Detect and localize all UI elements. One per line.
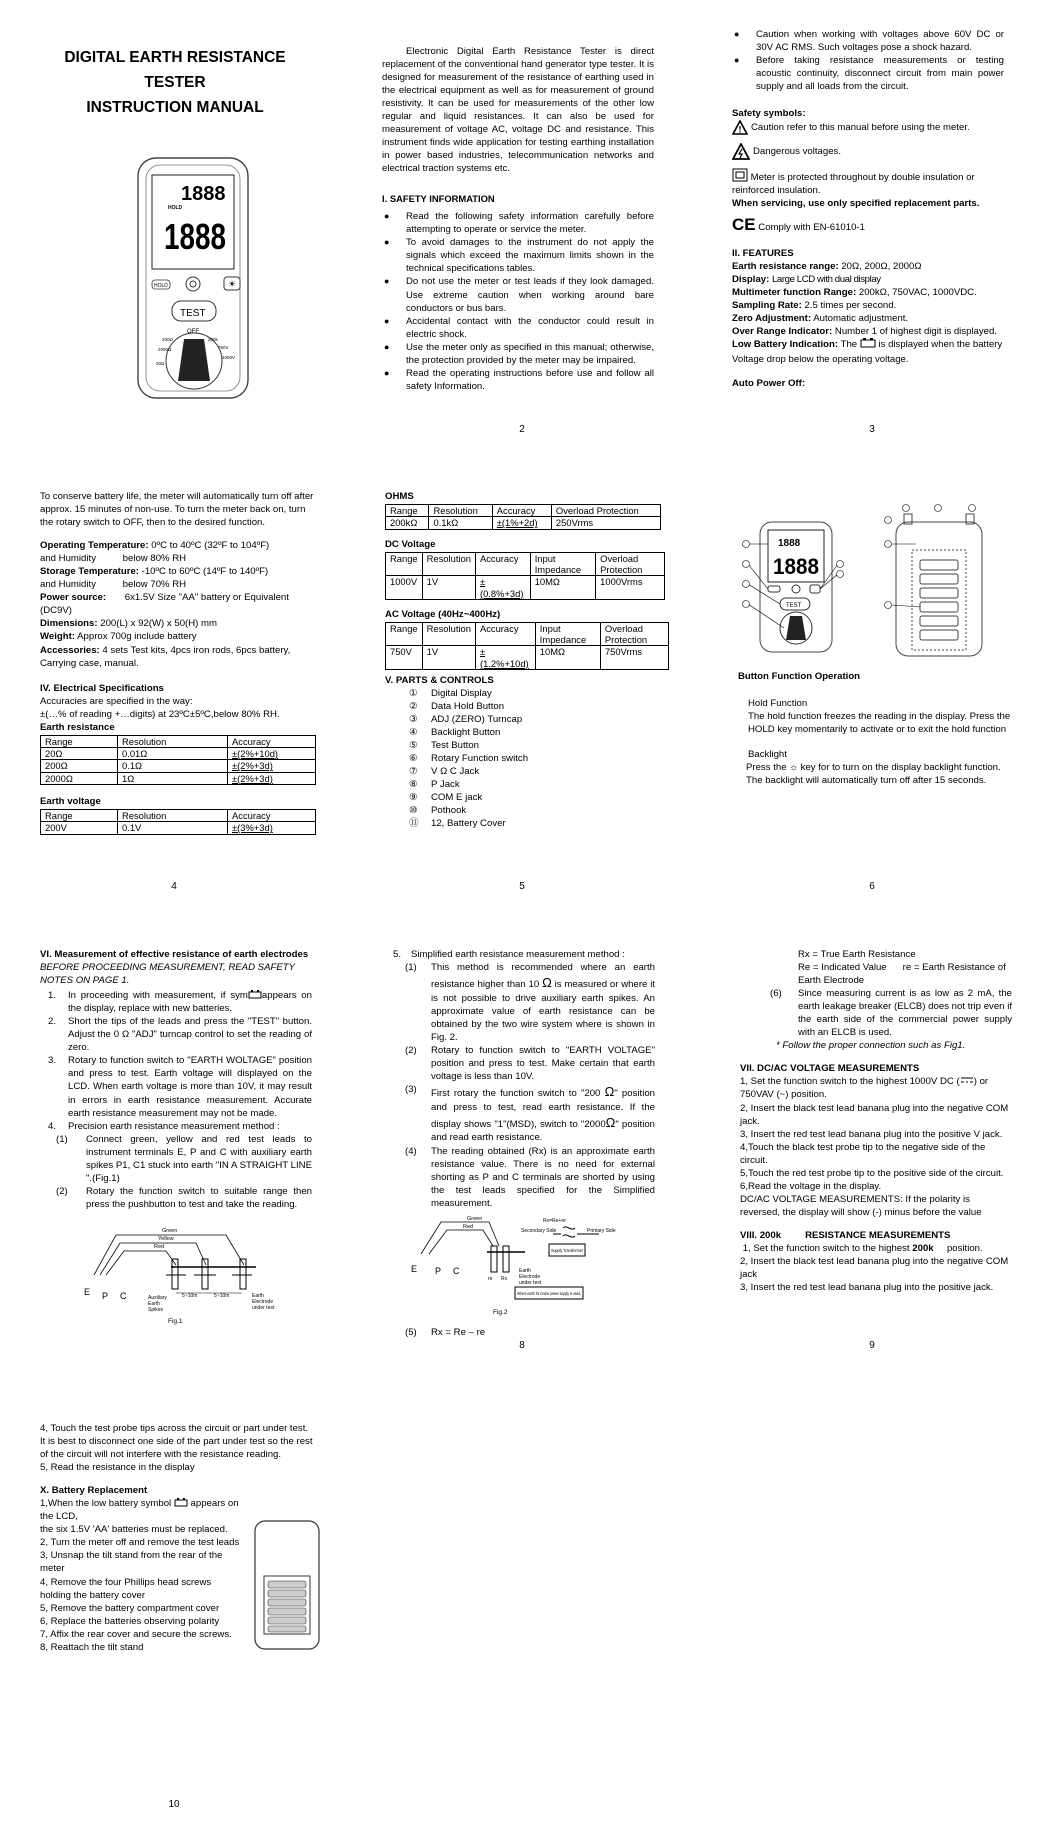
voltage-step-1: 1, Set the function switch to the highest 1000V DC ( ) or 750VAV (~) position. bbox=[740, 1076, 989, 1101]
table-row: 1000V 1V ±(0.8%+3d) 10MΩ 1000Vrms bbox=[386, 576, 665, 600]
svg-text:C: C bbox=[453, 1265, 460, 1276]
svg-text:under test: under test bbox=[519, 1279, 542, 1286]
step-5-5: (5) Rx = Re – re bbox=[405, 1326, 486, 1338]
list-item: ④ Backlight Button bbox=[409, 727, 501, 739]
svg-text:re: re bbox=[488, 1275, 493, 1282]
auto-power-off-heading: Auto Power Off: bbox=[732, 377, 806, 389]
list-item: ⑩ Pothook bbox=[409, 805, 467, 817]
page-9 bbox=[740, 948, 1012, 1294]
safety-item: ● Accidental contact with the conductor could result in electric shock. bbox=[382, 315, 654, 341]
svg-text:1888: 1888 bbox=[773, 554, 819, 579]
battery-step: 6, Replace the batteries observing polarity bbox=[40, 1615, 220, 1627]
table-row: 200V 0.1V ±(3%+3d) bbox=[41, 822, 316, 834]
svg-text:750V: 750V bbox=[218, 345, 229, 350]
page-number: 5 bbox=[519, 881, 525, 892]
hold-function-text: The hold function freezes the reading in the display. Press the HOLD key momentarily to activate or to exit the hold function bbox=[748, 711, 1011, 736]
resistance-step: 2, Insert the black test lead banana plug into the negative COM jack bbox=[740, 1256, 1009, 1281]
step-5: 5. Simplified earth resistance measurement method : bbox=[393, 949, 625, 960]
parts-heading: V. PARTS & CONTROLS bbox=[385, 674, 494, 686]
ce-mark-icon: CE bbox=[732, 215, 756, 235]
spec-op-temp: Operating Temperature: 0ºC to 40ºC (32ºF to 104ºF) bbox=[40, 540, 270, 552]
svg-text:Green: Green bbox=[162, 1227, 178, 1234]
fig2-diagram bbox=[403, 1214, 623, 1318]
list-item: ⑦ V Ω C Jack bbox=[409, 766, 480, 778]
battery-step: 3, Unsnap the tilt stand from the rear of the meter bbox=[40, 1550, 223, 1575]
svg-text:Secondary Side: Secondary Side bbox=[521, 1227, 557, 1234]
voltage-step: 6,Read the voltage in the display. bbox=[740, 1180, 882, 1192]
safety-item: ● Read the following safety information carefully before attempting to operate or service the meter. bbox=[382, 210, 654, 236]
step-5-4: (4) The reading obtained (Rx) is an approximate earth resistance value. There is no need for external shorting as P and C terminals are shorted by using the test leads specified for the Simplified measurement. bbox=[405, 1145, 655, 1209]
parts-list bbox=[385, 687, 675, 831]
electrical-spec-heading: IV. Electrical Specifications bbox=[40, 682, 164, 694]
spec-storage-humidity: and Humidity below 70% RH bbox=[40, 579, 187, 591]
table-row: 20Ω 0.01Ω ±(2%+10d) bbox=[41, 748, 316, 760]
page-number: 9 bbox=[869, 1340, 875, 1351]
battery-icon bbox=[248, 990, 262, 999]
manual-title-line-1: DIGITAL EARTH RESISTANCE bbox=[64, 49, 286, 66]
high-voltage-icon bbox=[732, 143, 750, 160]
feature-display: Display: Large LCD with dual display bbox=[732, 273, 881, 285]
resistance-step-4: 4, Touch the test probe tips across the circuit or part under test. It is best to disconnect one side of the part under test so the rest of the circuit will not interfere with the resistance reading. bbox=[40, 1423, 313, 1461]
feature-overrange: Over Range Indicator: Number 1 of highest digit is displayed. bbox=[732, 325, 998, 337]
page-7 bbox=[40, 948, 312, 1325]
backlight-text: Press the ☼ key for to turn on the display backlight function. The backlight will automatically turn off after 15 seconds. bbox=[746, 762, 1001, 787]
svg-text:1000V: 1000V bbox=[222, 355, 236, 360]
resistance-step: 3, Insert the red test lead banana plug into the positive jack. bbox=[740, 1282, 994, 1294]
caution-item: ● Before taking resistance measurements or testing acoustic continuity, disconnect circuit from main power supply and all loads from the circuit. bbox=[732, 54, 1004, 93]
spec-storage-temp: Storage Temperature: -10ºC to 60ºC (14ºF to 140ºF) bbox=[40, 566, 269, 578]
page-8 bbox=[393, 948, 655, 1339]
safety-list bbox=[382, 210, 654, 393]
step-5-1: (1) This method is recommended where an earth resistance higher than 10 Ω is measured or where it is not possible to drive auxiliary earth spikes. An approximate value of earth resistance can be obtained by the two wire system where is shown in Fig. 2. bbox=[405, 962, 656, 1043]
symbol-row-insulation: Meter is protected throughout by double insulation or reinforced insulation. bbox=[732, 168, 1004, 197]
step-5-2: (2) Rotary to function switch to "EARTH VOLTAGE" position and press to test. Make certain that earth voltage is less than 10V. bbox=[405, 1044, 655, 1083]
table-row: 200kΩ 0.1kΩ ±(1%+2d) 250Vrms bbox=[386, 517, 661, 529]
earth-resistance-heading: Earth resistance bbox=[40, 721, 115, 733]
ac-voltage-table: Range Resolution Accuracy Input Impedance Overload Protection 750V 1V ±(1.2%+10d) 10MΩ 750Vrms bbox=[385, 622, 669, 670]
spec-accessories: Accessories: 4 sets Test kits, 4pcs iron rods, 6pcs battery, Carrying case, manual. bbox=[40, 644, 291, 669]
ce-row: CE Comply with EN-61010-1 bbox=[732, 215, 865, 235]
battery-step: 2, Turn the meter off and remove the test leads bbox=[40, 1537, 240, 1549]
spec-dimensions: Dimensions: 200(L) x 92(W) x 50(H) mm bbox=[40, 618, 217, 630]
spec-weight: Weight: Approx 700g include battery bbox=[40, 631, 197, 643]
step-5-6: (6) Since measuring current is as low as 2 mA, the earth leakage breaker (ELCB) does not trip even if the earth side of the commercial power supply with an ELCB is used. bbox=[770, 988, 1012, 1039]
svg-text:Earth: Earth bbox=[519, 1267, 531, 1274]
safety-heading: I. SAFETY INFORMATION bbox=[382, 193, 495, 205]
earth-resistance-table: Range Resolution Accuracy 20Ω 0.01Ω ±(2%+10d) 200Ω 0.1Ω ±(2%+3d) 2000Ω 1Ω ±(2%+3d) bbox=[40, 735, 316, 785]
page-number: 8 bbox=[519, 1340, 525, 1351]
svg-text:Red: Red bbox=[154, 1243, 165, 1250]
intro-paragraph: Electronic Digital Earth Resistance Tester is direct replacement of the conventional hand generator type tester. It is designed for measurement of the resistance of earthing used in the electrical equipment as well as for measurement of ground resistivity. It can be used for measurements of the other low regular and liquid resistances. It can also be used for measurement of voltage AC, voltage DC and resistance. This instrument finds wide application for testing earthing installation in power based industries, telecommunication networks and electrical traction systems etc. bbox=[382, 46, 654, 175]
battery-compartment-illustration bbox=[252, 1518, 322, 1653]
svg-text:20Ω: 20Ω bbox=[156, 361, 165, 366]
feature-low-battery: Low Battery Indication: The is displayed when the battery Voltage drop below the operating voltage. bbox=[732, 338, 1003, 365]
symbol-row-caution: ! Caution refer to this manual before using the meter. bbox=[732, 120, 1004, 135]
page-number: 3 bbox=[869, 424, 875, 435]
svg-text:Earth: Earth bbox=[252, 1292, 264, 1299]
safety-item: ● To avoid damages to the instrument do not apply the signals which exceed the maximum limits shown in the technical specifications tables. bbox=[382, 236, 654, 275]
ohms-table: Range Resolution Accuracy Overload Protection 200kΩ 0.1kΩ ±(1%+2d) 250Vrms bbox=[385, 504, 661, 530]
page-2 bbox=[382, 45, 654, 393]
battery-step: the six 1.5V 'AA' batteries must be replaced. bbox=[40, 1524, 228, 1536]
earth-voltage-heading: Earth voltage bbox=[40, 795, 101, 807]
dc-voltage-table: Range Resolution Accuracy Input Impedance Overload Protection 1000V 1V ±(0.8%+3d) 10MΩ 1000Vrms bbox=[385, 552, 665, 600]
svg-text:Where earth for mains power su: Where earth for mains power supply is used, bbox=[517, 1290, 581, 1296]
battery-step: 7, Affix the rear cover and secure the screws. bbox=[40, 1628, 232, 1640]
step-5-3: (3) First rotary the function switch to "200 Ω" position and press to test, read earth resistance. If the display shows "1"(MSD), switch to "2000Ω" position and read earth resistance. bbox=[405, 1084, 656, 1144]
battery-icon bbox=[174, 1498, 188, 1507]
list-item: ⑥ Rotary Function switch bbox=[409, 753, 529, 765]
voltage-step: DC/AC VOLTAGE MEASUREMENTS: If the polarity is reversed, the display will show (-) minus before the value bbox=[740, 1193, 982, 1218]
caution-list bbox=[732, 28, 1004, 93]
page-6 bbox=[738, 490, 1018, 787]
list-item: ② Data Hold Button bbox=[409, 701, 505, 713]
svg-text:TEST: TEST bbox=[786, 603, 802, 609]
parts-diagram bbox=[738, 500, 1008, 660]
svg-text:Electrode: Electrode bbox=[252, 1298, 274, 1305]
fig1-diagram bbox=[76, 1215, 306, 1325]
accuracy-formula: ±(…% of reading +…digits) at 23ºC±5ºC,below 80% RH. bbox=[40, 708, 280, 720]
table-row: 2000Ω 1Ω ±(2%+3d) bbox=[41, 772, 316, 784]
battery-replacement-heading: X. Battery Replacement bbox=[40, 1485, 148, 1497]
manual-title-line-3: INSTRUCTION MANUAL bbox=[86, 99, 264, 116]
resistance-step-5: 5, Read the resistance in the display bbox=[40, 1462, 195, 1474]
step-1: 1. In proceeding with measurement, if sym appears on the display, replace with new batteries. bbox=[48, 990, 312, 1015]
svg-text:200k: 200k bbox=[208, 337, 218, 342]
rx-definition: Rx = True Earth Resistance bbox=[798, 949, 916, 960]
safety-symbols-heading: Safety symbols: bbox=[732, 108, 806, 120]
svg-text:200Ω: 200Ω bbox=[162, 337, 173, 342]
hold-button-label: HOLD bbox=[154, 283, 168, 289]
svg-text:C: C bbox=[120, 1290, 127, 1301]
dc-ac-voltage-heading: VII. DC/AC VOLTAGE MEASUREMENTS bbox=[740, 1063, 920, 1075]
page-10 bbox=[40, 1422, 316, 1654]
list-item: ⑨ COM E jack bbox=[409, 792, 483, 804]
step-4-2: (2) Rotary the function switch to suitable range then press the pushbutton to test and take the reading. bbox=[56, 1185, 312, 1210]
svg-text:Spikes: Spikes bbox=[148, 1306, 164, 1313]
feature-zero: Zero Adjustment: Automatic adjustment. bbox=[732, 312, 909, 324]
svg-text:Supply Transformer: Supply Transformer bbox=[551, 1247, 584, 1253]
page-3 bbox=[732, 28, 1004, 390]
accuracy-note: Accuracies are specified in the way: bbox=[40, 695, 193, 707]
servicing-note: When servicing, use only specified replacement parts. bbox=[732, 198, 980, 210]
backlight-icon: ☼ bbox=[789, 762, 798, 774]
svg-text:E: E bbox=[411, 1263, 418, 1274]
svg-text:Primary Side: Primary Side bbox=[587, 1227, 616, 1234]
safety-item: ● Read the operating instructions before use and follow all safety Information. bbox=[382, 367, 654, 393]
test-button-label: TEST bbox=[180, 308, 206, 319]
battery-step: 4, Remove the four Phillips head screws holding the battery cover bbox=[40, 1576, 212, 1601]
feature-sampling: Sampling Rate: 2.5 times per second. bbox=[732, 299, 897, 311]
manual-title-line-2: TESTER bbox=[144, 74, 206, 91]
measurement-heading: VI. Measurement of effective resistance of earth electrodes bbox=[40, 949, 309, 960]
svg-text:P: P bbox=[435, 1265, 442, 1276]
spec-op-humidity: and Humidity below 80% RH bbox=[40, 553, 187, 565]
lcd-top-digits: 1888 bbox=[181, 183, 226, 205]
warning-triangle-icon bbox=[732, 120, 748, 135]
svg-text:under test: under test bbox=[252, 1304, 275, 1311]
svg-text:Electrode: Electrode bbox=[519, 1273, 541, 1280]
svg-text:5~10m: 5~10m bbox=[214, 1292, 230, 1299]
battery-icon bbox=[860, 338, 876, 348]
feature-multimeter: Multimeter function Range: 200kΩ, 750VAC, 1000VDC. bbox=[732, 286, 977, 298]
dc-voltage-heading: DC Voltage bbox=[385, 538, 436, 550]
svg-text:2000Ω: 2000Ω bbox=[158, 347, 172, 352]
page-5 bbox=[385, 490, 675, 831]
safety-item: ● Use the meter only as specified in this manual; otherwise, the protection provided by the meter may be impaired. bbox=[382, 341, 654, 367]
re-definition: Re = Indicated Value re = Earth Resistance of Earth Electrode bbox=[798, 962, 1006, 987]
page-1 bbox=[30, 45, 320, 366]
svg-text:E: E bbox=[84, 1286, 91, 1297]
svg-text:Fig.1: Fig.1 bbox=[168, 1317, 183, 1325]
dc-symbol-icon bbox=[960, 1076, 974, 1084]
resistance-heading: VIII. 200k RESISTANCE MEASUREMENTS bbox=[740, 1229, 951, 1241]
voltage-step: 4,Touch the black test probe tip to the negative side of the circuit. bbox=[740, 1141, 986, 1166]
svg-text:Red: Red bbox=[463, 1223, 474, 1230]
ohms-heading: OHMS bbox=[385, 491, 414, 502]
safety-warning: BEFORE PROCEEDING MEASUREMENT, READ SAFETY NOTES ON PAGE 1. bbox=[40, 962, 295, 987]
svg-text:Yellow: Yellow bbox=[158, 1235, 174, 1242]
spec-power: Power source: 6x1.5V Size "AA" battery or Equivalent (DC9V) bbox=[40, 592, 289, 617]
list-item: ⑤ Test Button bbox=[409, 740, 479, 752]
page-number: 2 bbox=[519, 424, 525, 435]
svg-text:P: P bbox=[102, 1290, 109, 1301]
list-item: ③ ADJ (ZERO) Turncap bbox=[409, 714, 523, 726]
battery-step: 8, Reattach the tilt stand bbox=[40, 1641, 144, 1653]
backlight-heading: Backlight bbox=[748, 749, 787, 761]
svg-text:Earth: Earth bbox=[148, 1300, 160, 1307]
voltage-step: 3, Insert the red test lead banana plug into the positive V jack. bbox=[740, 1128, 1003, 1140]
symbol-row-voltage: Dangerous voltages. bbox=[732, 143, 1004, 160]
svg-text:☀: ☀ bbox=[228, 279, 237, 289]
svg-text:1888: 1888 bbox=[778, 538, 801, 549]
voltage-step: 2, Insert the black test lead banana plug into the negative COM jack. bbox=[740, 1102, 1009, 1127]
svg-text:Fig.2: Fig.2 bbox=[493, 1308, 508, 1316]
battery-step: 5, Remove the battery compartment cover bbox=[40, 1602, 220, 1614]
features-heading: II. FEATURES bbox=[732, 247, 794, 259]
step-3: 3. Rotary to function switch to "EARTH WOLTAGE" position and press to test. Earth voltage will displayed on the LCD. When earth voltage is more than 10V, it may result in errors in earth resistance measurement. Accurate earth resistance measurement may not be made. bbox=[48, 1055, 312, 1119]
page-number: 10 bbox=[168, 1799, 180, 1810]
lcd-hold-tag: HOLD bbox=[168, 205, 183, 211]
list-item: ⑪ 12, Battery Cover bbox=[409, 818, 506, 830]
list-item: ① Digital Display bbox=[409, 688, 492, 699]
svg-text:Auxiliary: Auxiliary bbox=[148, 1294, 167, 1301]
hold-function-heading: Hold Function bbox=[748, 698, 808, 710]
step-4: 4. Precision earth resistance measurement method : bbox=[48, 1120, 280, 1132]
feature-earth-range: Earth resistance range: 20Ω, 200Ω, 2000Ω bbox=[732, 260, 922, 272]
battery-steps bbox=[40, 1497, 240, 1627]
button-function-heading: Button Function Operation bbox=[738, 671, 861, 682]
list-item: ⑧ P Jack bbox=[409, 779, 460, 791]
earth-voltage-table: Range Resolution Accuracy 200V 0.1V ±(3%+3d) bbox=[40, 809, 316, 835]
auto-power-off-text: To conserve battery life, the meter will automatically turn off after approx. 15 minutes of non-use. To turn the meter back on, turn the rotary switch to OFF, then to the desired function. bbox=[40, 491, 314, 529]
safety-item: ● Do not use the meter or test leads if they look damaged. Use extreme caution when working around bare conductors or bus bars. bbox=[382, 275, 654, 314]
page-number: 6 bbox=[869, 881, 875, 892]
svg-text:5~10m: 5~10m bbox=[182, 1292, 198, 1299]
svg-text:Green: Green bbox=[467, 1215, 483, 1222]
page-number: 4 bbox=[171, 881, 177, 892]
table-row: 200Ω 0.1Ω ±(2%+3d) bbox=[41, 760, 316, 772]
caution-item: ● Caution when working with voltages above 60V DC or 30V AC RMS. Such voltages pose a shock hazard. bbox=[732, 28, 1004, 54]
svg-text:Rx=Re+re: Rx=Re+re bbox=[543, 1217, 566, 1224]
svg-text:OFF: OFF bbox=[187, 329, 199, 335]
page-4 bbox=[40, 490, 316, 839]
voltage-step: 5,Touch the red test probe tip to the positive side of the circuit. bbox=[740, 1167, 1004, 1179]
step-4-1: (1) Connect green, yellow and red test leads to instrument terminals E, P and C with auxiliary earth spikes P1, C1 stuck into earth "IN A STRAIGHT LINE ".(Fig.1) bbox=[56, 1133, 312, 1184]
hold-function-block bbox=[738, 697, 1018, 761]
lcd-main-digits: 1888 bbox=[164, 216, 226, 257]
resistance-step-1: 1, Set the function switch to the highest 200k position. bbox=[742, 1242, 983, 1254]
ac-voltage-heading: AC Voltage (40Hz~400Hz) bbox=[385, 608, 501, 620]
meter-front-illustration bbox=[128, 153, 268, 403]
battery-step-1: 1,When the low battery symbol appears on the LCD, bbox=[40, 1498, 239, 1523]
svg-text:!: ! bbox=[738, 124, 742, 135]
double-insulation-icon bbox=[732, 168, 748, 182]
fig1-note: * Follow the proper connection such as Fig1. bbox=[776, 1040, 966, 1052]
table-row: 750V 1V ±(1.2%+10d) 10MΩ 750Vrms bbox=[386, 646, 669, 670]
step-2: 2. Short the tips of the leads and press the "TEST" button. Adjust the 0 Ω "ADJ" turncap control to set the reading of zero. bbox=[48, 1016, 312, 1054]
svg-text:Rx: Rx bbox=[501, 1275, 508, 1282]
